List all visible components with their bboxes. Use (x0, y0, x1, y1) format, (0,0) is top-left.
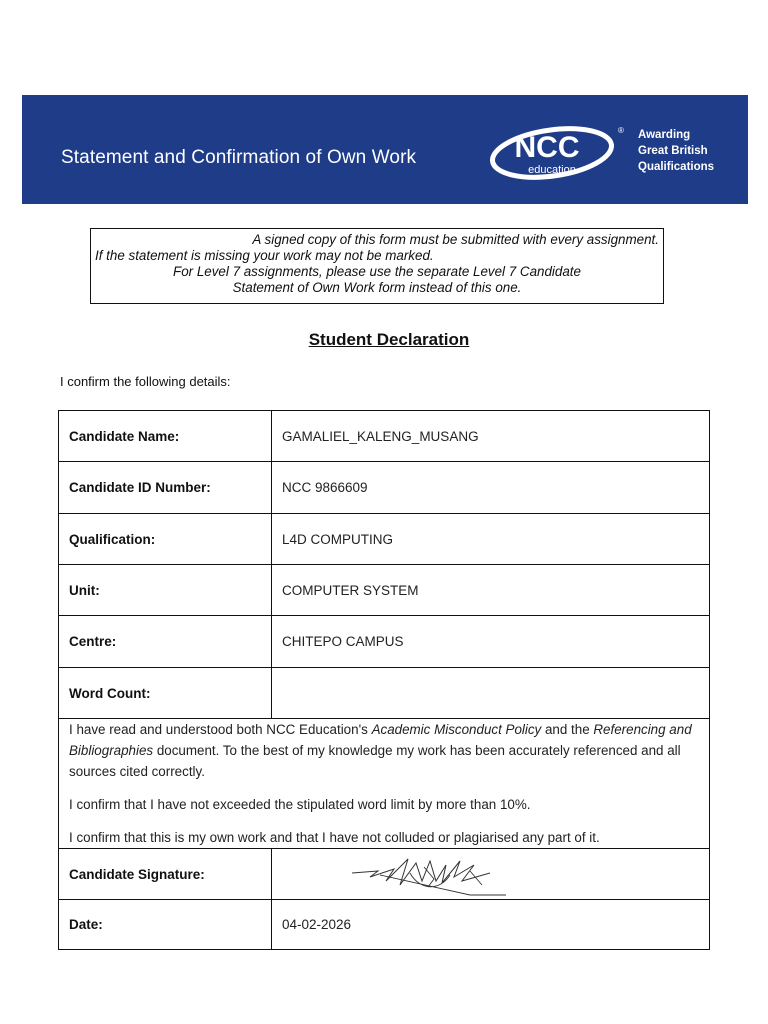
centre-value: CHITEPO CAMPUS (272, 616, 710, 668)
field-label: Qualification: (59, 514, 272, 565)
form-title: Statement and Confirmation of Own Work (61, 147, 417, 168)
awarding-body-text: Awarding Great British Qualifications (638, 129, 715, 173)
header-banner (22, 95, 748, 204)
field-label: Candidate ID Number: (59, 462, 272, 514)
word-count-value (272, 668, 710, 719)
field-label: Centre: (59, 616, 272, 668)
svg-text:NCC: NCC (514, 131, 580, 164)
submission-notice: A signed copy of this form must be submitted with every assignment. If the statement is missing your work may not be marked. For Level 7 assignments, please use the separate Level 7 Candidate Statement of Own Work form instead of this one. (90, 228, 664, 304)
table-row (59, 514, 710, 565)
svg-text:®: ® (618, 126, 624, 135)
signature-cell (272, 849, 710, 900)
declaration-table (58, 410, 710, 950)
ncc-education-logo (486, 117, 636, 187)
date-label: Date: (59, 900, 272, 950)
statement-paragraph: I confirm that this is my own work and that I have not colluded or plagiarised any part of it. (69, 830, 600, 845)
field-label: Word Count: (59, 668, 272, 719)
signature-label: Candidate Signature: (59, 849, 272, 900)
handwritten-signature (350, 851, 510, 899)
declaration-heading: Student Declaration (308, 330, 470, 349)
table-row (59, 719, 710, 849)
table-row (59, 616, 710, 668)
date-value: 04-02-2026 (272, 900, 710, 950)
qualification-value: L4D COMPUTING (272, 514, 710, 565)
intro-text: I confirm the following details: (60, 374, 231, 389)
declaration-statement (59, 719, 710, 849)
table-row (59, 565, 710, 616)
field-label: Unit: (59, 565, 272, 616)
svg-text:education: education (528, 164, 576, 176)
statement-paragraph: I confirm that I have not exceeded the stipulated word limit by more than 10%. (69, 797, 531, 812)
table-row (59, 668, 710, 719)
table-row (59, 411, 710, 462)
table-row (59, 462, 710, 514)
field-label: Candidate Name: (59, 411, 272, 462)
table-row (59, 849, 710, 900)
candidate-name-value: GAMALIEL_KALENG_MUSANG (272, 411, 710, 462)
table-row (59, 900, 710, 950)
candidate-id-value: NCC 9866609 (272, 462, 710, 514)
unit-value: COMPUTER SYSTEM (272, 565, 710, 616)
statement-paragraph: I have read and understood both NCC Education's Academic Misconduct Policy and the Referencing and Bibliographies document. To the best of my knowledge my work has been accurately referenced and all sources cited correctly. (69, 722, 692, 779)
